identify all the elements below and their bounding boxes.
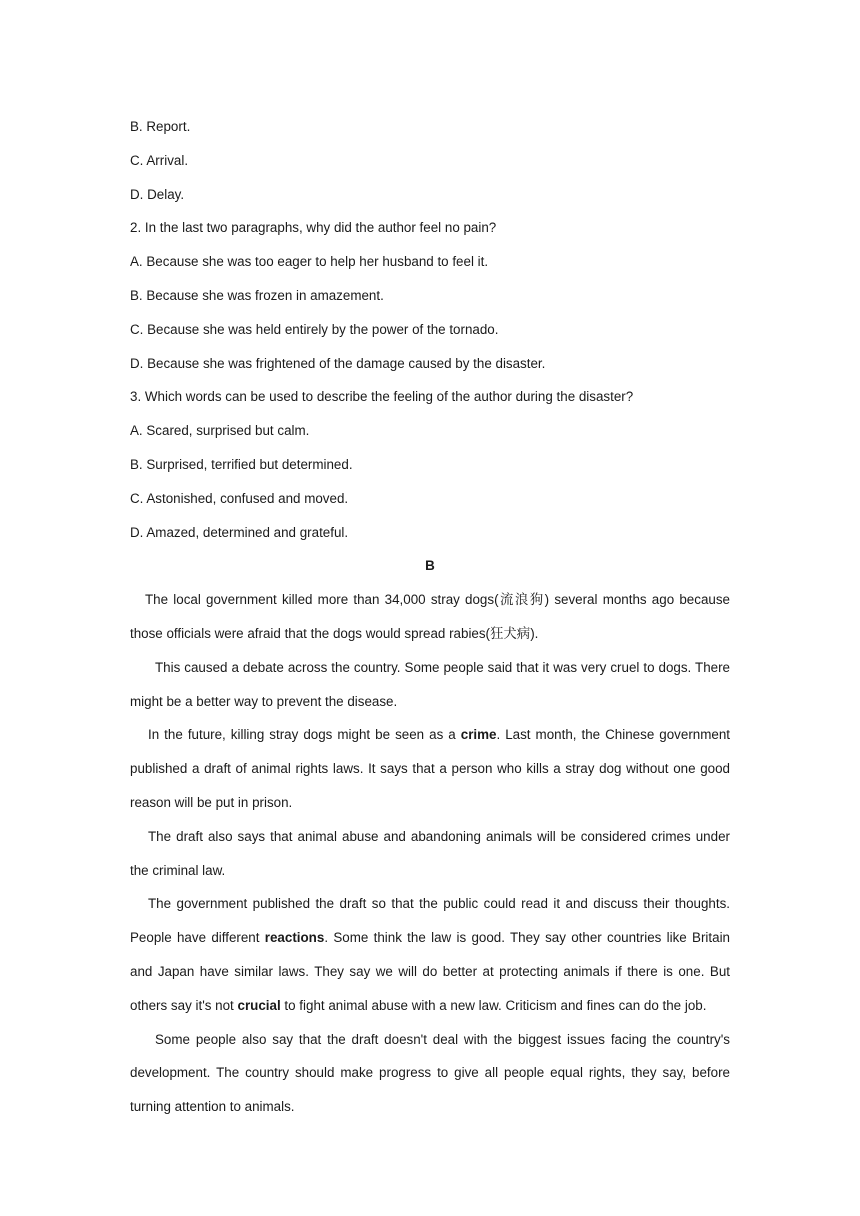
keyword-crucial: crucial [237,997,281,1013]
passage-paragraph-2: This caused a debate across the country. Some people said that it was very cruel to dogs. There might be a better way to prevent the disease. [130,659,730,709]
passage-title: B [425,558,435,574]
q2-option-b: B. Because she was frozen in amazement. [130,287,384,303]
keyword-reactions: reactions [264,930,325,946]
paragraph-3-text-end: . Last month, the Chinese government published a draft of animal rights laws. It says that a person who kills a stray dog without one good reason will be put in prison. [130,727,730,810]
paragraph-5-text-2: . Some think the law is good. They say other countries like Britain and Japan have similar laws. They say we will do better at protecting animals if there is one. But others say it's not [130,930,730,1013]
q3-option-c: C. Astonished, confused and moved. [130,490,349,506]
passage-paragraph-1: The local government killed more than 34,000 stray dogs(流浪狗) several months ago because those officials were afraid that the dogs would spread rabies(狂犬病). [130,592,730,641]
q1-option-c: C. Arrival. [130,152,189,168]
q3-stem: 3. Which words can be used to describe the feeling of the author during the disaster? [130,389,634,405]
paragraph-3-text-start: In the future, killing stray dogs might be seen as a [148,727,461,743]
passage-paragraph-3 [130,718,730,819]
passage-paragraph-6: Some people also say that the draft doesn't deal with the biggest issues facing the country's development. The country should make progress to give all people equal rights, they say, before turning attention to animals. [130,1031,730,1115]
q3-option-a: A. Scared, surprised but calm. [130,423,310,439]
q2-option-d: D. Because she was frightened of the damage caused by the disaster. [130,355,546,371]
paragraph-5-text-3: to fight animal abuse with a new law. Criticism and fines can do the job. [280,997,707,1013]
q2-option-c: C. Because she was held entirely by the power of the tornado. [130,321,499,337]
q1-option-b: B. Report. [130,119,191,134]
q2-stem: 2. In the last two paragraphs, why did the author feel no pain? [130,220,497,236]
paragraph-5-text-1: The government published the draft so that the public could read it and discuss their thoughts. People have different [130,896,730,946]
document-page [130,110,730,1124]
q2-option-a: A. Because she was too eager to help her husband to feel it. [130,254,489,270]
keyword-crime: crime [460,727,497,743]
q3-option-d: D. Amazed, determined and grateful. [130,524,349,540]
passage-paragraph-5 [130,887,730,1022]
q3-option-b: B. Surprised, terrified but determined. [130,456,353,472]
passage-paragraph-4: The draft also says that animal abuse and abandoning animals will be considered crimes under the criminal law. [130,828,730,878]
q1-option-d: D. Delay. [130,186,185,202]
